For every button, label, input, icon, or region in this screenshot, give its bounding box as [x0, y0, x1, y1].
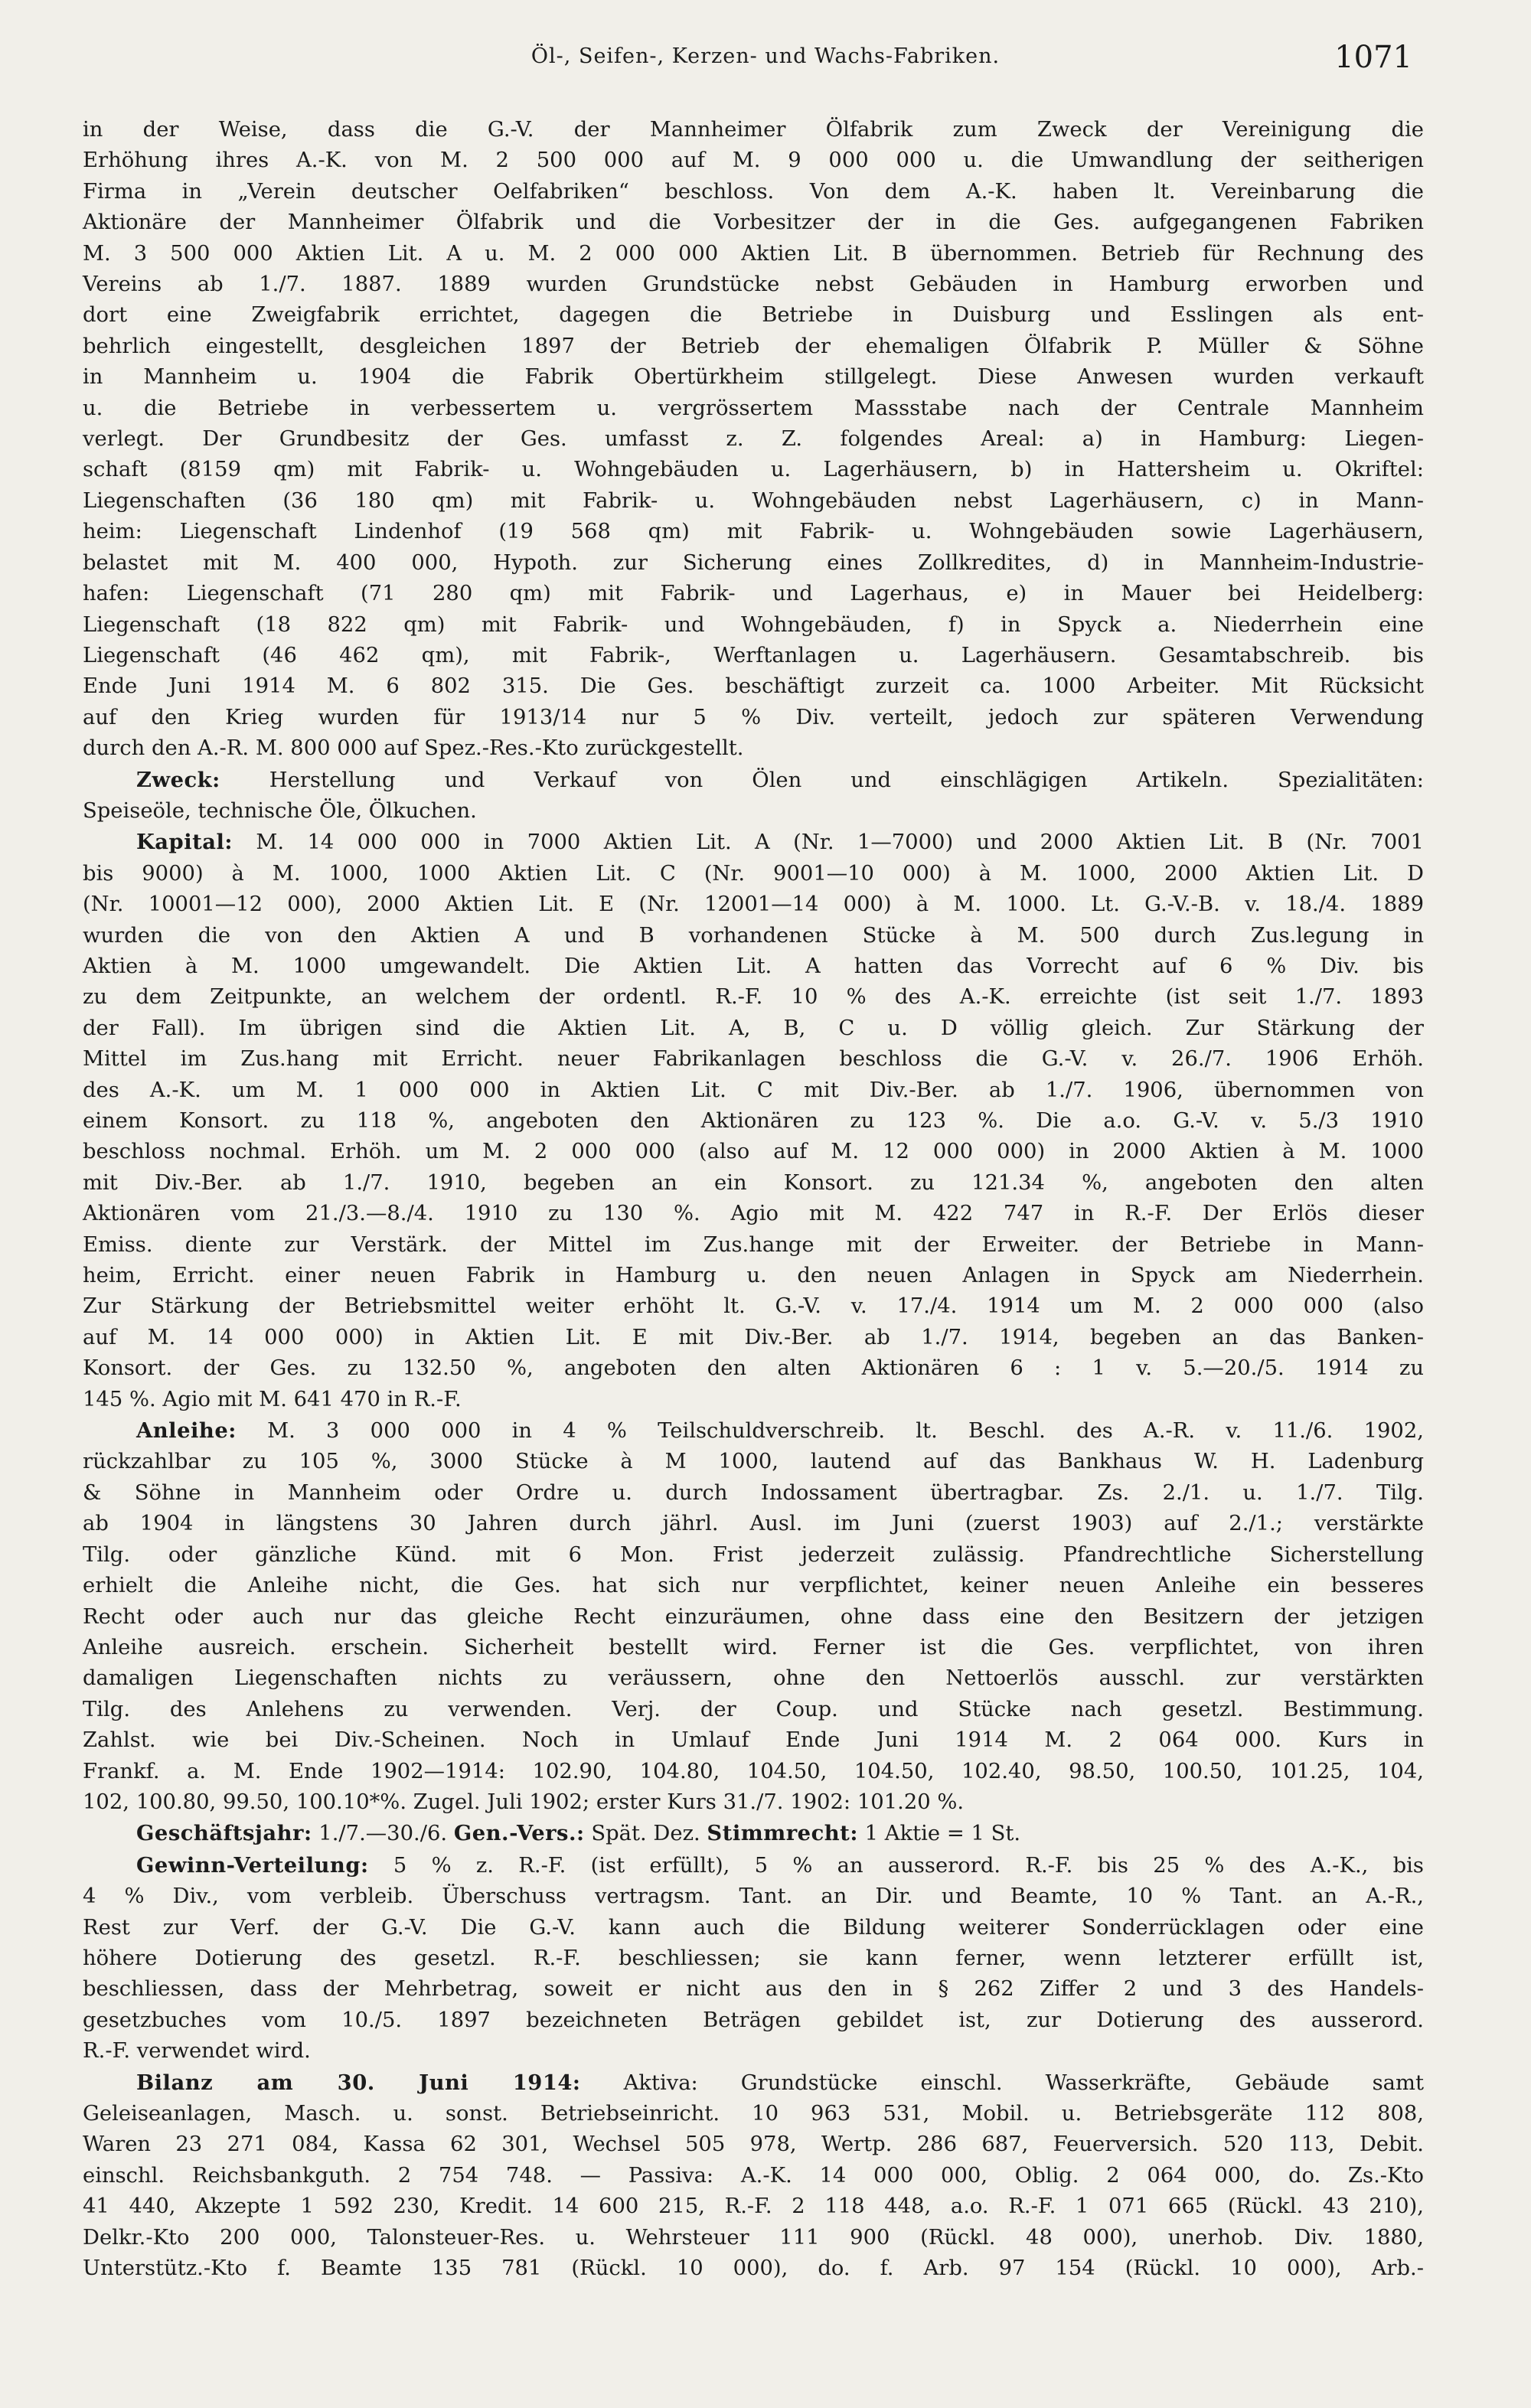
- text-line: Liegenschaft (18 822 qm) mit Fabrik- und Wohngebäuden, f) in Spyck a. Niederrhein eine: [83, 612, 1424, 637]
- text-line: Tilg. des Anlehens zu verwenden. Verj. der Coup. und Stücke nach gesetzl. Bestimmung.: [83, 1697, 1424, 1721]
- text-line: auf den Krieg wurden für 1913/14 nur 5 % Div. verteilt, jedoch zur späteren Verwendung: [83, 705, 1424, 729]
- text-line: Aktionären vom 21./3.—8./4. 1910 zu 130 %. Agio mit M. 422 747 in R.-F. Der Erlös dieser: [83, 1202, 1424, 1226]
- text-line: Delkr.-Kto 200 000, Talonsteuer-Res. u. Wehrsteuer 111 900 (Rückl. 48 000), unerhob. Div. 1880,: [83, 2225, 1424, 2250]
- paragraph-zweck: [83, 765, 1424, 827]
- paragraph-general-info: [83, 1818, 1424, 1849]
- text-line: in Mannheim u. 1904 die Fabrik Obertürkheim stillgelegt. Diese Anwesen wurden verkauft: [83, 365, 1424, 390]
- text-line: 41 440, Akzepte 1 592 230, Kredit. 14 600 215, R.-F. 2 118 448, a.o. R.-F. 1 071 665 (Rückl. 43 210),: [83, 2194, 1424, 2219]
- text-line: beschloss nochmal. Erhöh. um M. 2 000 000 (also auf M. 12 000 000) in 2000 Aktien à M. 1000: [83, 1140, 1424, 1164]
- header-title: Öl-, Seifen-, Kerzen- und Wachs-Fabriken.: [530, 44, 1001, 68]
- text-line: rückzahlbar zu 105 %, 3000 Stücke à M 1000, lautend auf das Bankhaus W. H. Ladenburg: [83, 1450, 1424, 1474]
- paragraph-anleihe: [83, 1415, 1424, 1818]
- text-line: hafen: Liegenschaft (71 280 qm) mit Fabrik- und Lagerhaus, e) in Mauer bei Heidelberg:: [83, 582, 1424, 606]
- section-keyword: Anleihe:: [136, 1418, 237, 1444]
- text-line: Erhöhung ihres A.-K. von M. 2 500 000 auf M. 9 000 000 u. die Umwandlung der seitherigen: [83, 148, 1424, 173]
- text-line: & Söhne in Mannheim oder Ordre u. durch Indossament übertragbar. Zs. 2./1. u. 1./7. Tilg.: [83, 1480, 1424, 1505]
- section-keyword: Stimmrecht:: [707, 1821, 858, 1846]
- section-keyword: Kapital:: [136, 830, 233, 855]
- text-body: [83, 115, 1424, 2284]
- section-keyword: Zweck:: [136, 767, 220, 792]
- text-line: Aktiva: Grundstücke einschl. Wasserkräfte, Gebäude samt: [623, 2070, 1424, 2095]
- text-line: Herstellung und Verkauf von Ölen und einschlägigen Artikeln. Spezialitäten:: [269, 768, 1424, 792]
- text-line: einschl. Reichsbankguth. 2 754 748. — Passiva: A.-K. 14 000 000, Oblig. 2 064 000, do. Zs.-Kto: [83, 2163, 1424, 2188]
- running-header: [0, 40, 1531, 90]
- text-line: M. 3 000 000 in 4 % Teilschuldverschreib. lt. Beschl. des A.-R. v. 11./6. 1902,: [267, 1419, 1424, 1444]
- text-line: dort eine Zweigfabrik errichtet, dagegen die Betriebe in Duisburg und Esslingen als ent-: [83, 303, 1424, 328]
- paragraph-history: [83, 115, 1424, 765]
- text-line: ab 1904 in längstens 30 Jahren durch jährl. Ausl. im Juni (zuerst 1903) auf 2./1.; verstärkte: [83, 1512, 1424, 1536]
- text-line: belastet mit M. 400 000, Hypoth. zur Sicherung eines Zollkredites, d) in Mannheim-Industrie-: [83, 550, 1424, 575]
- text-line: heim: Liegenschaft Lindenhof (19 568 qm) mit Fabrik- u. Wohngebäuden sowie Lagerhäusern,: [83, 520, 1424, 544]
- section-keyword: Geschäftsjahr:: [136, 1821, 312, 1846]
- text-line: auf M. 14 000 000) in Aktien Lit. E mit Div.-Ber. ab 1./7. 1914, begeben an das Banken-: [83, 1325, 1424, 1349]
- text-line: Geleiseanlagen, Masch. u. sonst. Betriebseinricht. 10 963 531, Mobil. u. Betriebsgeräte 112 808,: [83, 2102, 1424, 2126]
- text-line: Zahlst. wie bei Div.-Scheinen. Noch in Umlauf Ende Juni 1914 M. 2 064 000. Kurs in: [83, 1728, 1424, 1753]
- paragraph-bilanz: [83, 2067, 1424, 2285]
- text-line: 4 % Div., vom verbleib. Überschuss vertragsm. Tant. an Dir. und Beamte, 10 % Tant. an A.-R.,: [83, 1884, 1424, 1909]
- text-line: Rest zur Verf. der G.-V. Die G.-V. kann auch die Bildung weiterer Sonderrücklagen oder eine: [83, 1915, 1424, 1940]
- text-line: Waren 23 271 084, Kassa 62 301, Wechsel 505 978, Wertp. 286 687, Feuerversich. 520 113, Debit.: [83, 2132, 1424, 2157]
- section-keyword: Bilanz am 30. Juni 1914:: [136, 2070, 581, 2095]
- text-line: (Nr. 10001—12 000), 2000 Aktien Lit. E (Nr. 12001—14 000) à M. 1000. Lt. G.-V.-B. v. 18./4. 1889: [83, 892, 1424, 917]
- text-line: 5 % z. R.-F. (ist erfüllt), 5 % an ausserord. R.-F. bis 25 % des A.-K., bis: [393, 1853, 1424, 1878]
- text-line: des A.-K. um M. 1 000 000 in Aktien Lit. C mit Div.-Ber. ab 1./7. 1906, übernommen von: [83, 1078, 1424, 1102]
- text-line: M. 14 000 000 in 7000 Aktien Lit. A (Nr. 1—7000) und 2000 Aktien Lit. B (Nr. 7001: [256, 830, 1424, 855]
- text-line: Konsort. der Ges. zu 132.50 %, angeboten den alten Aktionären 6 : 1 v. 5.—20./5. 1914 zu: [83, 1356, 1424, 1381]
- text-line: gesetzbuches vom 10./5. 1897 bezeichneten Beträgen gebildet ist, zur Dotierung des ausserord.: [83, 2008, 1424, 2032]
- text-line: zu dem Zeitpunkte, an welchem der ordentl. R.-F. 10 % des A.-K. erreichte (ist seit 1./7. 1893: [83, 985, 1424, 1010]
- text-line: durch den A.-R. M. 800 000 auf Spez.-Res.-Kto zurückgestellt.: [83, 736, 744, 761]
- text-value: 1./7.—30./6.: [318, 1822, 448, 1846]
- page-number: 1071: [1334, 40, 1412, 75]
- text-line: Recht oder auch nur das gleiche Recht einzuräumen, ohne dass eine den Besitzern der jetzigen: [83, 1604, 1424, 1629]
- text-line: verlegt. Der Grundbesitz der Ges. umfasst z. Z. folgendes Areal: a) in Hamburg: Liegen-: [83, 427, 1424, 452]
- text-line: Firma in „Verein deutscher Oelfabriken“ beschloss. Von dem A.-K. haben lt. Vereinbarung die: [83, 179, 1424, 204]
- text-line: mit Div.-Ber. ab 1./7. 1910, begeben an ein Konsort. zu 121.34 %, angeboten den alten: [83, 1170, 1424, 1195]
- text-line: Emiss. diente zur Verstärk. der Mittel im Zus.hange mit der Erweiter. der Betriebe in Mann-: [83, 1232, 1424, 1257]
- text-line: wurden die von den Aktien A und B vorhandenen Stücke à M. 500 durch Zus.legung in: [83, 923, 1424, 948]
- text-line: erhielt die Anleihe nicht, die Ges. hat sich nur verpflichtet, keiner neuen Anleihe ein besseres: [83, 1574, 1424, 1598]
- text-line: Zur Stärkung der Betriebsmittel weiter erhöht lt. G.-V. v. 17./4. 1914 um M. 2 000 000 (also: [83, 1294, 1424, 1319]
- text-line: Mittel im Zus.hang mit Erricht. neuer Fabrikanlagen beschloss die G.-V. v. 26./7. 1906 Erhöh.: [83, 1047, 1424, 1072]
- text-line: bis 9000) à M. 1000, 1000 Aktien Lit. C (Nr. 9001—10 000) à M. 1000, 2000 Aktien Lit. D: [83, 861, 1424, 886]
- text-line: Speiseöle, technische Öle, Ölkuchen.: [83, 798, 477, 823]
- text-line: Unterstütz.-Kto f. Beamte 135 781 (Rückl. 10 000), do. f. Arb. 97 154 (Rückl. 10 000), Arb.-: [83, 2256, 1424, 2281]
- text-line: u. die Betriebe in verbessertem u. vergrössertem Massstabe nach der Centrale Mannheim: [83, 396, 1424, 420]
- text-line: M. 3 500 000 Aktien Lit. A u. M. 2 000 000 Aktien Lit. B übernommen. Betrieb für Rechnung des: [83, 241, 1424, 266]
- text-line: der Fall). Im übrigen sind die Aktien Lit. A, B, C u. D völlig gleich. Zur Stärkung der: [83, 1016, 1424, 1040]
- section-keyword: Gen.-Vers.:: [453, 1821, 585, 1846]
- text-line: Tilg. oder gänzliche Künd. mit 6 Mon. Frist jederzeit zulässig. Pfandrechtliche Sicherstellung: [83, 1542, 1424, 1567]
- text-line: Liegenschaft (46 462 qm), mit Fabrik-, Werftanlagen u. Lagerhäusern. Gesamtabschreib. bis: [83, 643, 1424, 667]
- text-line: behrlich eingestellt, desgleichen 1897 der Betrieb der ehemaligen Ölfabrik P. Müller & Söhne: [83, 334, 1424, 358]
- text-line: schaft (8159 qm) mit Fabrik- u. Wohngebäuden u. Lagerhäusern, b) in Hattersheim u. Okriftel:: [83, 458, 1424, 482]
- text-value: Spät. Dez.: [591, 1822, 700, 1846]
- text-line: heim, Erricht. einer neuen Fabrik in Hamburg u. den neuen Anlagen in Spyck am Niederrhein.: [83, 1264, 1424, 1288]
- text-line: Aktionäre der Mannheimer Ölfabrik und die Vorbesitzer der in die Ges. aufgegangenen Fabriken: [83, 210, 1424, 235]
- text-value: 1 Aktie = 1 St.: [864, 1822, 1021, 1846]
- text-line: Frankf. a. M. Ende 1902—1914: 102.90, 104.80, 104.50, 104.50, 102.40, 98.50, 100.50, 101.25, 104,: [83, 1759, 1424, 1783]
- text-line: Liegenschaften (36 180 qm) mit Fabrik- u. Wohngebäuden nebst Lagerhäusern, c) in Mann-: [83, 488, 1424, 513]
- text-line: Ende Juni 1914 M. 6 802 315. Die Ges. beschäftigt zurzeit ca. 1000 Arbeiter. Mit Rücksicht: [83, 674, 1424, 699]
- section-keyword: Gewinn-Verteilung:: [136, 1852, 369, 1878]
- text-line: Anleihe ausreich. erschein. Sicherheit bestellt wird. Ferner ist die Ges. verpflichtet, von ihren: [83, 1635, 1424, 1659]
- text-line: höhere Dotierung des gesetzl. R.-F. beschliessen; sie kann ferner, wenn letzterer erfüllt ist,: [83, 1946, 1424, 1970]
- paragraph-kapital: [83, 827, 1424, 1415]
- text-line: R.-F. verwendet wird.: [83, 2039, 311, 2064]
- paragraph-gewinn-verteilung: [83, 1850, 1424, 2067]
- text-line: Aktien à M. 1000 umgewandelt. Die Aktien Lit. A hatten das Vorrecht auf 6 % Div. bis: [83, 954, 1424, 978]
- text-line: einem Konsort. zu 118 %, angeboten den Aktionären zu 123 %. Die a.o. G.-V. v. 5./3 1910: [83, 1109, 1424, 1133]
- text-line: beschliessen, dass der Mehrbetrag, soweit er nicht aus den in § 262 Ziffer 2 und 3 des Handels-: [83, 1977, 1424, 2002]
- text-line: damaligen Liegenschaften nichts zu veräussern, ohne den Nettoerlös ausschl. zur verstärkten: [83, 1666, 1424, 1691]
- text-line: 102, 100.80, 99.50, 100.10*%. Zugel. Juli 1902; erster Kurs 31./7. 1902: 101.20 %.: [83, 1790, 965, 1814]
- text-line: Vereins ab 1./7. 1887. 1889 wurden Grundstücke nebst Gebäuden in Hamburg erworben und: [83, 272, 1424, 297]
- text-line: in der Weise, dass die G.-V. der Mannheimer Ölfabrik zum Zweck der Vereinigung die: [83, 118, 1424, 142]
- text-line: 145 %. Agio mit M. 641 470 in R.-F.: [83, 1387, 462, 1411]
